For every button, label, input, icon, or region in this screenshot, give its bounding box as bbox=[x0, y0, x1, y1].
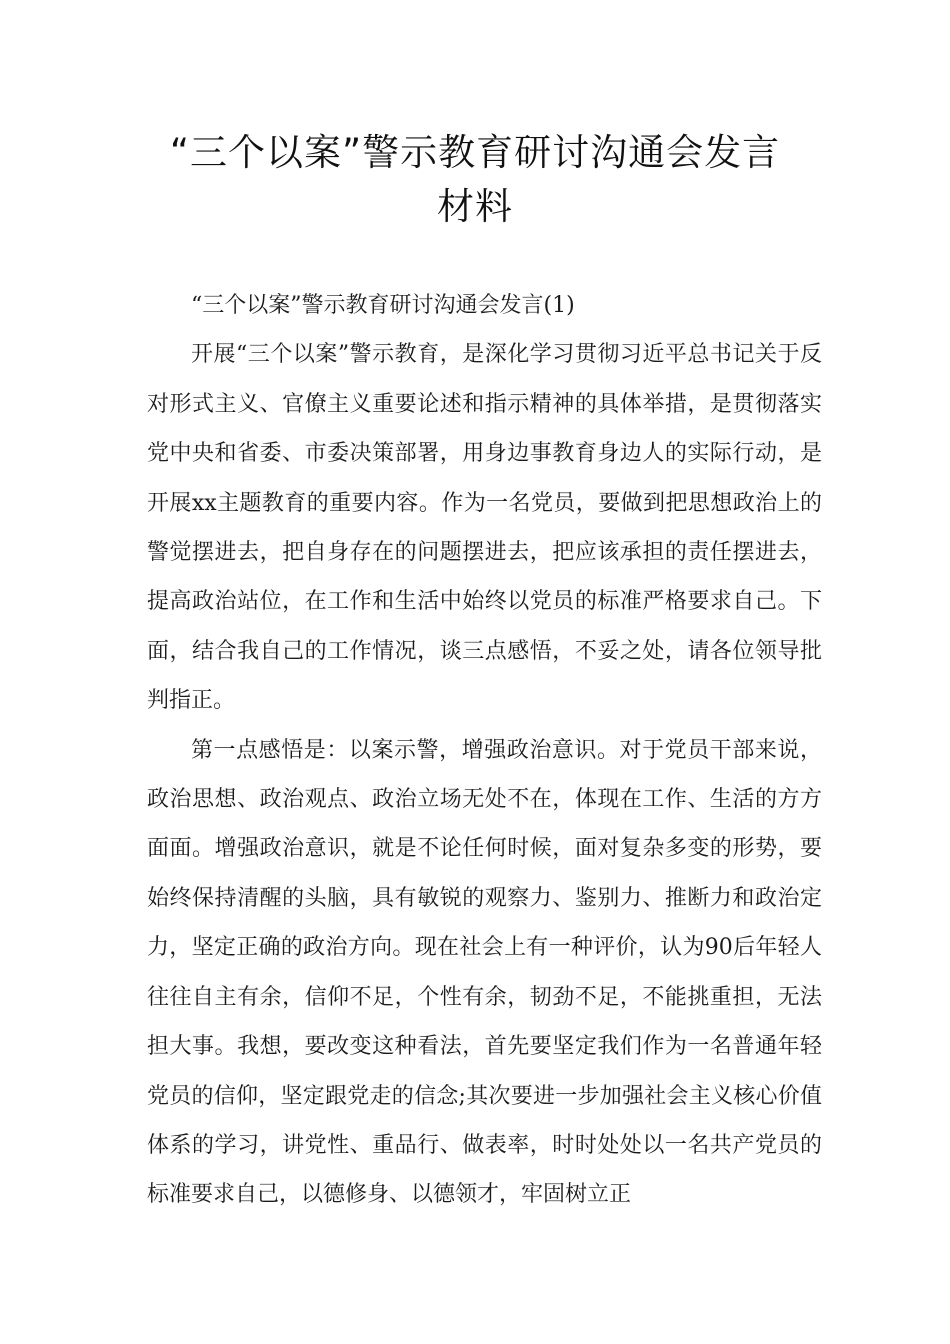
document-body bbox=[147, 281, 822, 1220]
paragraph-intro: 开展“三个以案”警示教育，是深化学习贯彻习近平总书记关于反对形式主义、官僚主义重要论述和指示精神的具体举措，是贯彻落实党中央和省委、市委决策部署，用身边事教育身边人的实际行动，是开展xx主题教育的重要内容。作为一名党员，要做到把思想政治上的警觉摆进去，把自身存在的问题摆进去，把应该承担的责任摆进去，提高政治站位，在工作和生活中始终以党员的标准严格要求自己。下面，结合我自己的工作情况，谈三点感悟，不妥之处，请各位领导批判指正。 bbox=[147, 342, 822, 714]
title-line-2: 材料 bbox=[437, 185, 513, 228]
title-line-1: “三个以案”警示教育研讨沟通会发言 bbox=[169, 131, 781, 174]
document-title bbox=[120, 126, 830, 234]
paragraph-first-insight: 第一点感悟是：以案示警，增强政治意识。对于党员干部来说，政治思想、政治观点、政治立场无处不在，体现在工作、生活的方方面面。增强政治意识，就是不论任何时候，面对复杂多变的形势，要始终保持清醒的头脑，具有敏锐的观察力、鉴别力、推断力和政治定力，坚定正确的政治方向。现在社会上有一种评价，认为90后年轻人往往自主有余，信仰不足，个性有余，韧劲不足，不能挑重担，无法担大事。我想，要改变这种看法，首先要坚定我们作为一名普通年轻党员的信仰，坚定跟党走的信念;其次要进一步加强社会主义核心价值体系的学习，讲党性、重品行、做表率，时时处处以一名共产党员的标准要求自己，以德修身、以德领才，牢固树立正 bbox=[147, 737, 822, 1208]
section-subtitle: “三个以案”警示教育研讨沟通会发言(1) bbox=[191, 293, 575, 318]
